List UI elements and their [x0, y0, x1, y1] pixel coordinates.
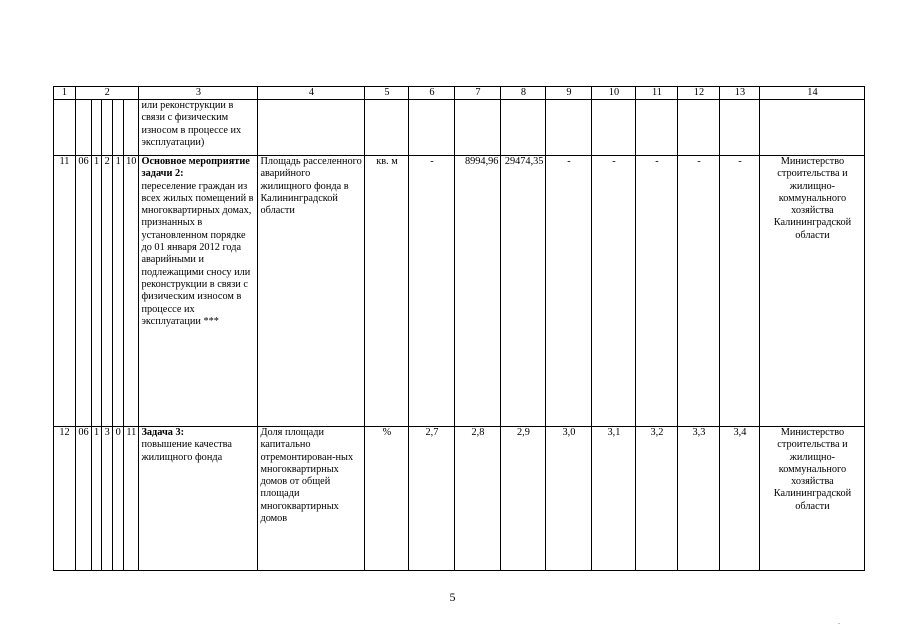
row-number	[54, 100, 76, 156]
value-cell: -	[678, 156, 720, 427]
code-cell: 10	[124, 156, 139, 427]
code-cell	[113, 100, 124, 156]
header-cell: 3	[139, 87, 258, 100]
value-cell: 3,0	[546, 427, 592, 571]
header-cell: 9	[546, 87, 592, 100]
code-cell	[92, 100, 102, 156]
table-row	[54, 427, 865, 571]
indicator-cell: Площадь расселенного аварийного жилищного фонда в Калининградской области	[258, 156, 365, 427]
unit-cell: %	[365, 427, 409, 571]
description-text: переселение граждан из всех жилых помещений в многоквартирных домах, признанных в установленном порядке до 01 января 2012 года аварийными и подлежащими сносу или реконструкции в связи с физическим износом в процессе их эксплуатации ***	[141, 180, 254, 327]
value-cell: -	[636, 156, 678, 427]
header-cell: 1	[54, 87, 76, 100]
value-cell: -	[546, 156, 592, 427]
value-cell: -	[592, 156, 636, 427]
header-cell: 12	[678, 87, 720, 100]
description-title: Основное мероприятие задачи 2:	[141, 156, 250, 180]
value-cell	[409, 100, 455, 156]
header-cell: 7	[455, 87, 501, 100]
value-cell: 2,9	[501, 427, 546, 571]
page-number: 5	[449, 590, 456, 604]
description-cell	[139, 156, 258, 427]
indicator-cell: Доля площади капитально отремонтирован-ных многоквартирных домов от общей площади многоквартирных домов	[258, 427, 365, 571]
header-cell: 13	[720, 87, 760, 100]
row-number: 11	[54, 156, 76, 427]
header-cell: 8	[501, 87, 546, 100]
header-row	[54, 87, 865, 100]
value-cell	[546, 100, 592, 156]
code-cell: 06	[76, 427, 92, 571]
value-cell	[720, 100, 760, 156]
value-cell: 3,4	[720, 427, 760, 571]
value-cell	[501, 100, 546, 156]
value-cell: 3,1	[592, 427, 636, 571]
value-cell: 3,2	[636, 427, 678, 571]
unit-cell	[365, 100, 409, 156]
indicator-cell	[258, 100, 365, 156]
code-cell: 1	[113, 156, 124, 427]
header-cell: 5	[365, 87, 409, 100]
scan-mark: .	[838, 617, 840, 626]
unit-cell: кв. м	[365, 156, 409, 427]
header-cell: 10	[592, 87, 636, 100]
value-cell: 29474,35	[501, 156, 546, 427]
code-cell: 11	[124, 427, 139, 571]
code-cell: 1	[92, 156, 102, 427]
value-cell: -	[720, 156, 760, 427]
header-cell: 4	[258, 87, 365, 100]
responsible-cell: Министерство строительства и жилищно-коммунального хозяйства Калининградской области	[760, 156, 865, 427]
value-cell	[455, 100, 501, 156]
responsible-cell: Министерство строительства и жилищно-коммунального хозяйства Калининградской области	[760, 427, 865, 571]
description-cell	[139, 100, 258, 156]
value-cell: 2,7	[409, 427, 455, 571]
header-cell: 2	[76, 87, 139, 100]
description-cell	[139, 427, 258, 571]
table-row	[54, 100, 865, 156]
code-cell	[124, 100, 139, 156]
code-cell: 1	[92, 427, 102, 571]
header-cell: 6	[409, 87, 455, 100]
value-cell: -	[409, 156, 455, 427]
value-cell	[592, 100, 636, 156]
code-cell	[102, 100, 113, 156]
code-cell: 0	[113, 427, 124, 571]
program-table	[53, 86, 865, 571]
code-cell: 3	[102, 427, 113, 571]
code-cell: 06	[76, 156, 92, 427]
header-cell: 14	[760, 87, 865, 100]
code-cell: 2	[102, 156, 113, 427]
value-cell	[636, 100, 678, 156]
description-text: повышение качества жилищного фонда	[141, 439, 232, 463]
description-title: Задача 3:	[141, 427, 185, 438]
value-cell: 8994,96	[455, 156, 501, 427]
row-number: 12	[54, 427, 76, 571]
table-row	[54, 156, 865, 427]
responsible-cell	[760, 100, 865, 156]
value-cell	[678, 100, 720, 156]
description-text: или реконструкции в связи с физическим износом в процессе их эксплуатации)	[141, 100, 242, 148]
code-cell	[76, 100, 92, 156]
value-cell: 2,8	[455, 427, 501, 571]
value-cell: 3,3	[678, 427, 720, 571]
header-cell: 11	[636, 87, 678, 100]
